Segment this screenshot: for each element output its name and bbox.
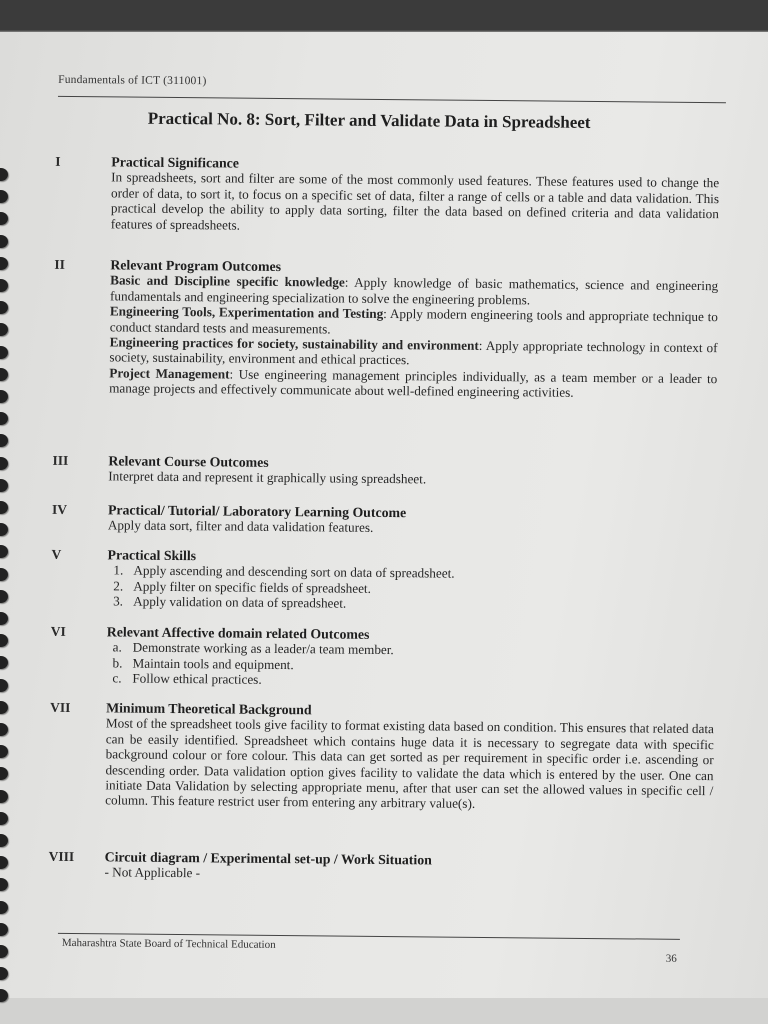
- section-heading: Relevant Affective domain related Outcomes: [106, 624, 370, 642]
- skills-list: [107, 563, 715, 615]
- outcome-label: Basic and Discipline specific knowledge: [110, 272, 345, 291]
- section-heading: Practical Significance: [111, 154, 240, 171]
- section-number: V: [51, 546, 62, 562]
- section-number: IV: [51, 501, 68, 517]
- header-rule: [58, 96, 726, 103]
- section-heading: Circuit diagram / Experimental set-up / Work Situation: [104, 849, 432, 868]
- section-number: I: [55, 153, 61, 169]
- list-marker: a.: [112, 639, 122, 655]
- section-text: Most of the spreadsheet tools give facility to format existing data based on condition. This ensures that related data can be easily identified. Spreadsheet which contains huge data it is necessary to segregate data with specific background colour or fore colour. This data can get sorted as per requirement in specific order i.e. ascending or descending order. Data validation option gives facility to validate the data which is entered by the user. One can initiate Data Validation by selecting appropriate menu, after that user can set the allowed values in specific cell / column. This feature restrict user from entering any arbitrary value(s).: [105, 715, 715, 812]
- section-text: Interpret data and represent it graphically using spreadsheet.: [108, 468, 427, 487]
- section-circuit-diagram: [48, 849, 712, 886]
- list-marker: 2.: [113, 578, 124, 594]
- outcome-text: : Use engineering management principles individually, as a team member or a leader to manage projects and effectively communicate about well-defined engineering activities.: [109, 366, 718, 401]
- outcome-label: Project Management: [109, 365, 230, 382]
- section-practical-skills: [51, 547, 716, 615]
- list-text: Maintain tools and equipment.: [132, 655, 294, 672]
- page-number: 36: [665, 952, 677, 965]
- section-theoretical-background: [49, 700, 714, 814]
- section-course-outcomes: [52, 453, 716, 490]
- list-marker: 3.: [113, 593, 124, 609]
- section-number: VIII: [48, 848, 75, 865]
- list-text: Demonstrate working as a leader/a team member.: [132, 640, 394, 658]
- section-heading: Minimum Theoretical Background: [106, 700, 312, 718]
- list-text: Follow ethical practices.: [132, 670, 262, 688]
- footer-board-name: Maharashtra State Board of Technical Education: [61, 936, 276, 951]
- section-number: III: [52, 452, 69, 468]
- outcome-item: [109, 365, 717, 402]
- section-heading: Practical Skills: [107, 547, 197, 564]
- affective-list: [106, 640, 714, 692]
- list-text: Apply validation on data of spreadsheet.: [133, 593, 347, 611]
- list-marker: c.: [112, 670, 122, 686]
- list-text: Apply filter on specific fields of spreadsheet.: [133, 578, 372, 596]
- section-practical-significance: [55, 154, 720, 237]
- outcome-label: Engineering Tools, Experimentation and Testing: [109, 303, 384, 322]
- list-marker: 1.: [113, 562, 124, 578]
- outcome-label: Engineering practices for society, sustainability and environment: [109, 334, 479, 353]
- section-heading: Relevant Course Outcomes: [108, 453, 269, 470]
- section-text: - Not Applicable -: [104, 864, 201, 881]
- section-heading: Relevant Program Outcomes: [110, 257, 282, 274]
- section-text: In spreadsheets, sort and filter are some of the most commonly used features. These features used to change the order of data, to sort it, to focus on a specific set of data, filter a range of cells or a table and data validation. This practical develop the ability to apply data sorting, filter the data based on defined criteria and data validation features of spreadsheets.: [110, 169, 720, 233]
- list-text: Apply ascending and descending sort on data of spreadsheet.: [133, 563, 455, 582]
- section-number: II: [54, 256, 65, 272]
- section-program-outcomes: [53, 257, 718, 402]
- list-marker: b.: [112, 655, 123, 671]
- practical-title: Practical No. 8: Sort, Filter and Validate Data in Spreadsheet: [147, 108, 591, 132]
- outcome-text: : Apply modern engineering tools and appropriate technique to conduct standard tests and measurements.: [109, 306, 718, 337]
- section-text: Apply data sort, filter and data validation features.: [107, 517, 374, 536]
- section-number: VII: [50, 699, 71, 715]
- section-learning-outcome: [52, 502, 716, 539]
- section-affective-outcomes: [50, 624, 715, 692]
- outcome-text: : Apply knowledge of basic mathematics, science and engineering fundamentals and engineering specialization to solve the engineering problems.: [109, 275, 719, 308]
- running-header: Fundamentals of ICT (311001): [58, 73, 207, 88]
- outcome-text: : Apply appropriate technology in context of society, sustainability, environment and ethical practices.: [109, 337, 718, 368]
- section-heading: Practical/ Tutorial/ Laboratory Learning Outcome: [107, 502, 407, 521]
- section-number: VI: [50, 623, 66, 639]
